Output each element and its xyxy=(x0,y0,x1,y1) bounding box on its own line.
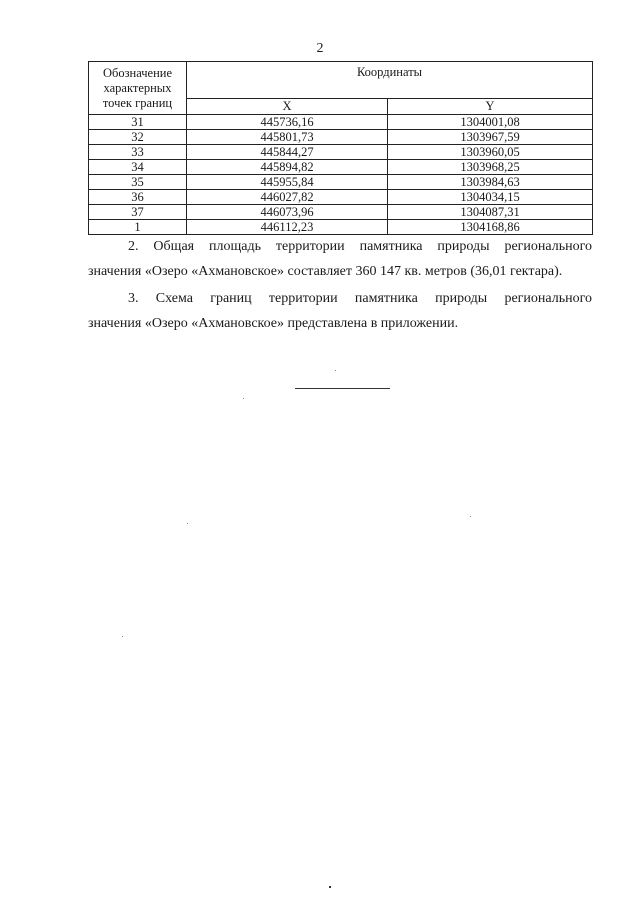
y-cell: 1303984,63 xyxy=(388,175,593,190)
point-label-header-line-3: точек границ xyxy=(102,95,173,110)
point-cell: 37 xyxy=(89,205,187,220)
point-cell: 35 xyxy=(89,175,187,190)
paragraph-area xyxy=(88,234,592,284)
point-cell: 36 xyxy=(89,190,187,205)
x-column-header: X xyxy=(187,98,388,114)
x-cell: 445955,84 xyxy=(187,175,388,190)
table-row xyxy=(89,160,593,175)
scan-speck xyxy=(122,636,123,637)
point-cell: 32 xyxy=(89,130,187,145)
y-column-header: Y xyxy=(388,98,593,114)
x-cell: 446027,82 xyxy=(187,190,388,205)
table-row xyxy=(89,115,593,130)
x-cell: 446073,96 xyxy=(187,205,388,220)
paragraph-scheme-line-2: значения «Озеро «Ахмановское» представлена в приложении. xyxy=(88,316,459,331)
coordinates-table xyxy=(88,61,593,235)
point-cell: 33 xyxy=(89,145,187,160)
scan-speck xyxy=(187,523,188,524)
table-row xyxy=(89,220,593,235)
y-cell: 1304168,86 xyxy=(388,220,593,235)
point-cell: 34 xyxy=(89,160,187,175)
paragraph-scheme-line-1: 3. Схема границ территории памятника природы регионального xyxy=(128,291,592,306)
x-cell: 446112,23 xyxy=(187,220,388,235)
table-row xyxy=(89,145,593,160)
table-row xyxy=(89,175,593,190)
x-cell: 445844,27 xyxy=(187,145,388,160)
table-row xyxy=(89,205,593,220)
y-cell: 1303967,59 xyxy=(388,130,593,145)
table-row xyxy=(89,130,593,145)
scan-speck xyxy=(470,516,471,517)
y-cell: 1304034,15 xyxy=(388,190,593,205)
x-cell: 445801,73 xyxy=(187,130,388,145)
paragraph-scheme xyxy=(88,286,592,336)
scan-speck xyxy=(243,398,244,399)
paragraph-area-line-1: 2. Общая площадь территории памятника природы регионального xyxy=(128,239,592,254)
point-cell: 31 xyxy=(89,115,187,130)
y-cell: 1303960,05 xyxy=(388,145,593,160)
x-cell: 445894,82 xyxy=(187,160,388,175)
table-row xyxy=(89,190,593,205)
y-cell: 1303968,25 xyxy=(388,160,593,175)
page-number: 2 xyxy=(316,41,324,56)
point-cell: 1 xyxy=(89,220,187,235)
end-separator-line xyxy=(295,388,390,389)
y-cell: 1304001,08 xyxy=(388,115,593,130)
scan-speck xyxy=(329,886,331,888)
coordinates-header: Координаты xyxy=(187,62,593,99)
y-cell: 1304087,31 xyxy=(388,205,593,220)
x-cell: 445736,16 xyxy=(187,115,388,130)
paragraph-area-line-2: значения «Озеро «Ахмановское» составляет 360 147 кв. метров (36,01 гектара). xyxy=(88,264,563,279)
point-label-header-line-1: Обозначение xyxy=(102,65,173,80)
scan-speck xyxy=(335,370,336,371)
point-label-header xyxy=(89,62,187,115)
point-label-header-line-2: характерных xyxy=(103,80,172,95)
